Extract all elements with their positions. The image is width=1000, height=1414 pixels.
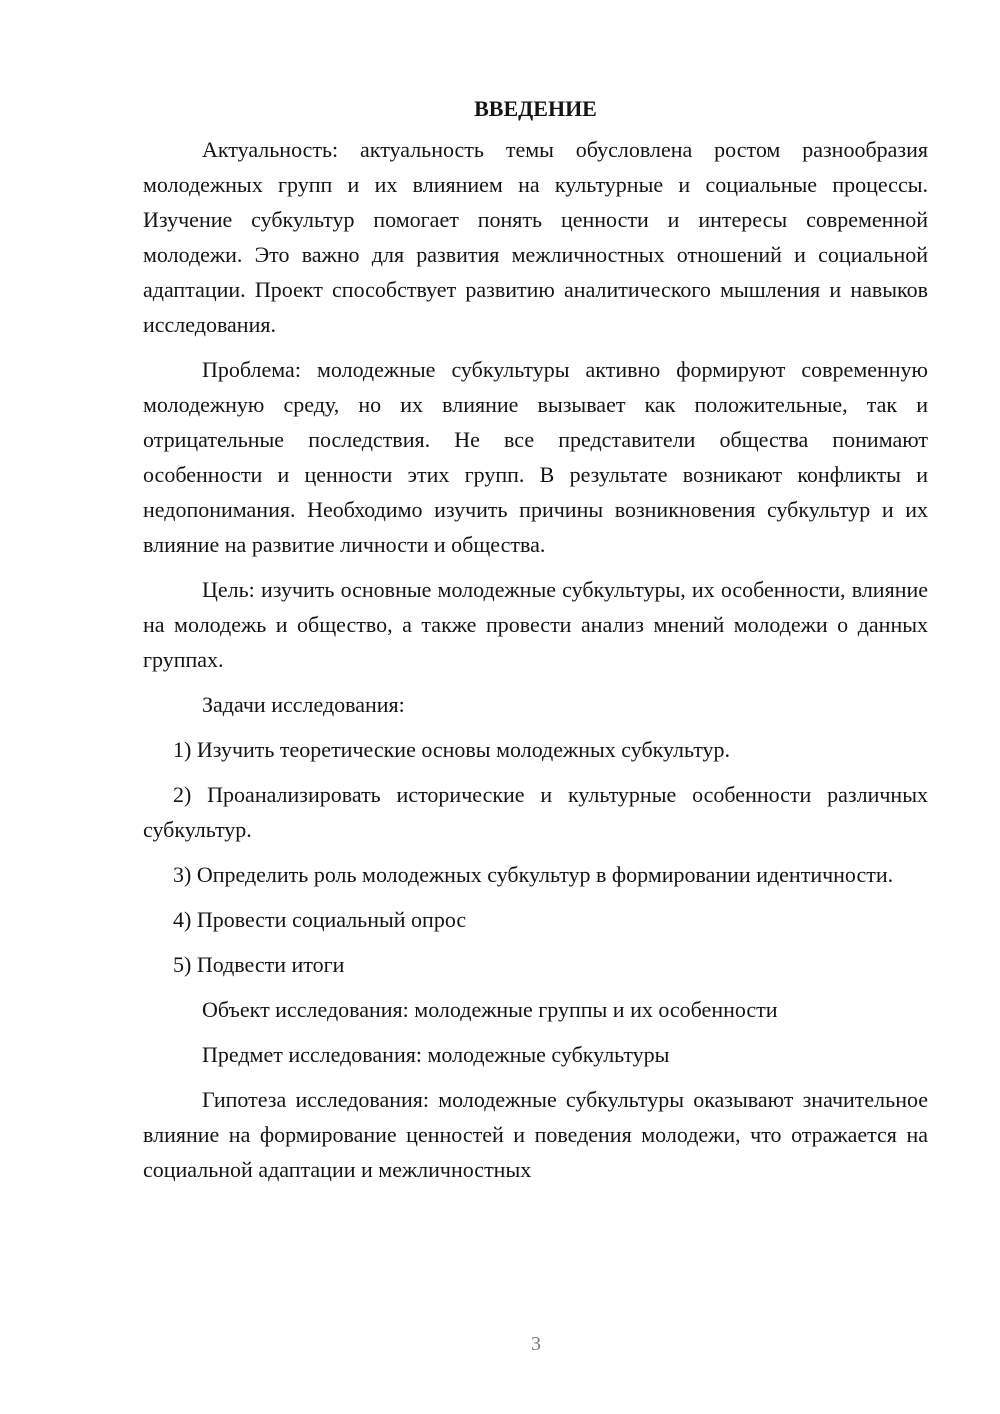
task-item-5: 5) Подвести итоги [173, 952, 345, 977]
task-item-1: 1) Изучить теоретические основы молодежных субкультур. [173, 737, 731, 762]
goal-paragraph: Цель: изучить основные молодежные субкультуры, их особенности, влияние на молодежь и общество, а также провести анализ мнений молодежи о данных группах. [143, 577, 928, 672]
task-item-3: 3) Определить роль молодежных субкультур в формировании идентичности. [173, 862, 894, 887]
section-heading: ВВЕДЕНИЕ [474, 96, 597, 121]
research-object: Объект исследования: молодежные группы и их особенности [202, 997, 778, 1022]
tasks-intro: Задачи исследования: [202, 692, 405, 717]
research-hypothesis: Гипотеза исследования: молодежные субкультуры оказывают значительное влияние на формирование ценностей и поведения молодежи, что отражается на социальной адаптации и межличностных [143, 1087, 928, 1182]
task-item-4: 4) Провести социальный опрос [173, 907, 467, 932]
relevance-paragraph: Актуальность: актуальность темы обусловлена ростом разнообразия молодежных групп и их влиянием на культурные и социальные процессы. Изучение субкультур помогает понять ценности и интересы современной молодежи. Это важно для развития межличностных отношений и социальной адаптации. Проект способствует развитию аналитического мышления и навыков исследования. [143, 137, 928, 337]
problem-paragraph: Проблема: молодежные субкультуры активно формируют современную молодежную среду, но их влияние вызывает как положительные, так и отрицательные последствия. Не все представители общества понимают особенности и ценности этих групп. В результате возникают конфликты и недопонимания. Необходимо изучить причины возникновения субкультур и их влияние на развитие личности и общества. [143, 357, 928, 557]
research-subject: Предмет исследования: молодежные субкультуры [202, 1042, 670, 1067]
task-item-2: 2) Проанализировать исторические и культурные особенности различных субкультур. [143, 782, 928, 842]
page-content [143, 94, 928, 1187]
page-number: 3 [531, 1333, 541, 1355]
